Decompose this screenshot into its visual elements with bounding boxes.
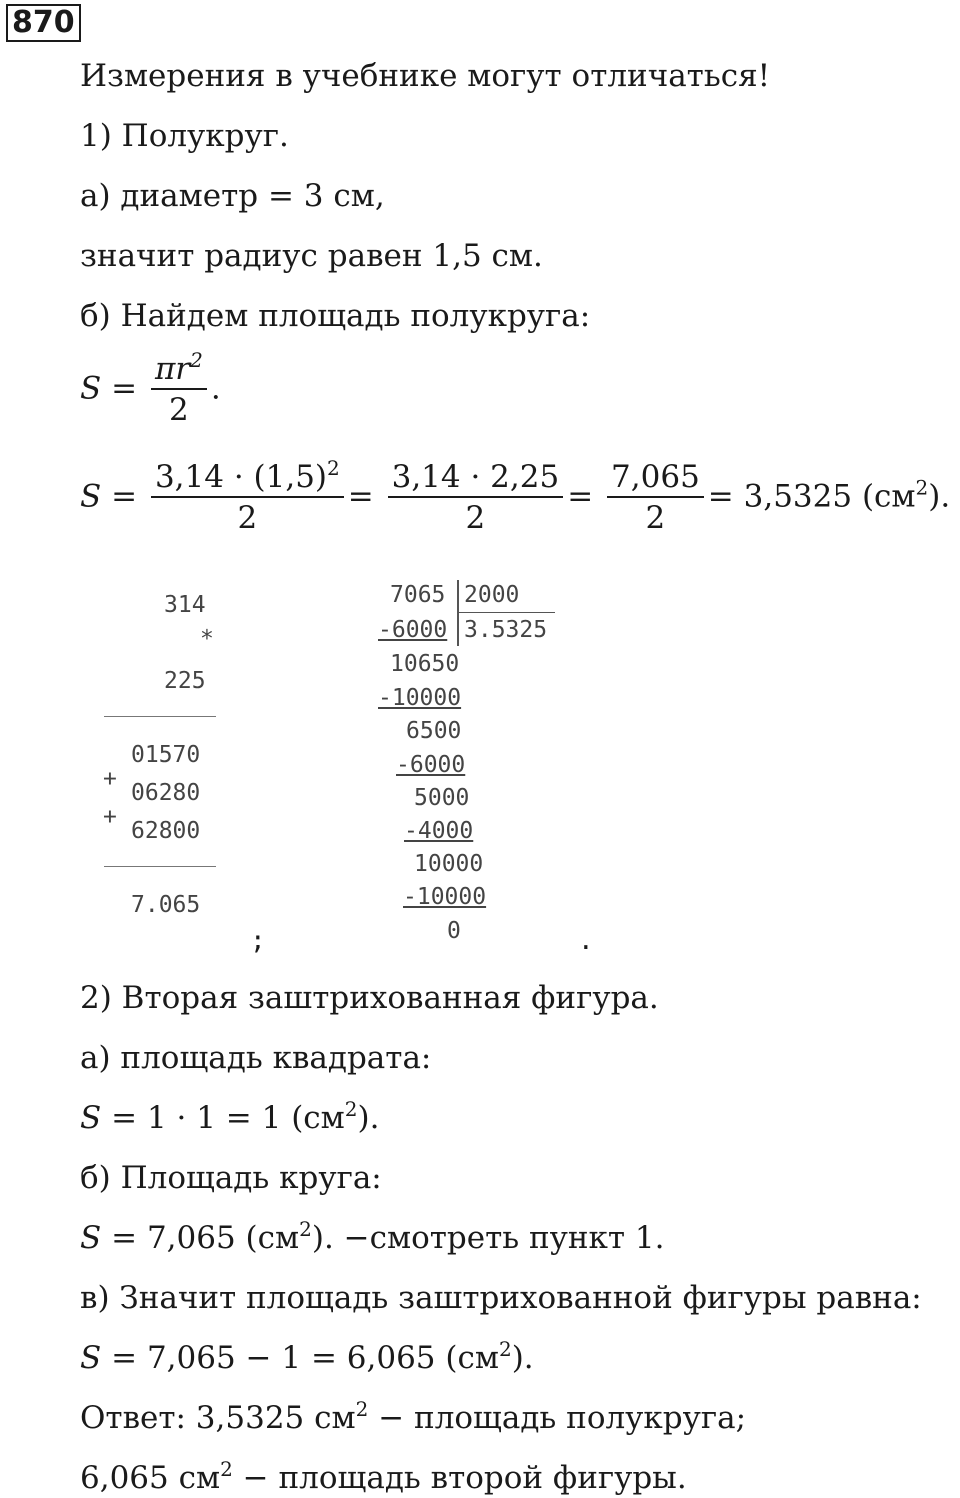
- formula-end: .: [210, 370, 221, 407]
- mult-partial-3: 62800: [131, 818, 201, 844]
- exponent: 2: [220, 1457, 233, 1481]
- fraction-1-denominator: 2: [237, 500, 258, 536]
- div-dot: .: [578, 926, 594, 956]
- formula-text: = 7,065 (см: [111, 1220, 300, 1256]
- exponent: 2: [327, 456, 340, 480]
- mult-plus-2: +: [103, 804, 117, 830]
- fraction-numerator: πr: [154, 351, 191, 387]
- formula-end: ).: [928, 478, 951, 515]
- part1-b: б) Найдем площадь полукруга:: [80, 298, 591, 334]
- exponent: 2: [498, 1337, 512, 1361]
- mult-partial-1: 01570: [131, 742, 201, 768]
- answer-line-1: [80, 1398, 746, 1438]
- formula-semicircle-area: [80, 350, 221, 430]
- formula-result: = 3,5325 (см: [707, 478, 916, 515]
- part1-a-radius: значит радиус равен 1,5 см.: [80, 238, 543, 274]
- part2-title: 2) Вторая заштрихованная фигура.: [80, 980, 659, 1016]
- fraction-3-denominator: 2: [645, 500, 666, 536]
- fraction-2-numerator: 3,14 · 2,25: [388, 458, 564, 498]
- mult-a: 314: [164, 592, 206, 618]
- fraction-2-denominator: 2: [465, 500, 486, 536]
- formula-semicircle-calc: S = $\frac{3,14 \cdot (1,5)^2}{2}$ = $\frac{3,14 \cdot 2,25}{2}$ = $\frac{7,065}{2}$ = 3,5325 $(см^2)$.: [80, 456, 951, 536]
- mult-semicolon: ;: [250, 926, 266, 956]
- fraction-3-numerator: 7,065: [607, 458, 704, 498]
- div-step: 10650: [390, 651, 460, 677]
- formula-end: ).: [357, 1100, 380, 1136]
- fraction: [151, 350, 207, 430]
- div-step: 5000: [414, 785, 470, 811]
- fraction-3: [607, 458, 704, 538]
- div-step: -6000: [396, 752, 466, 778]
- fraction-2: [388, 458, 564, 538]
- answer-text: Ответ: 3,5325 см: [80, 1400, 356, 1436]
- div-divisor: 2000: [464, 582, 520, 608]
- answer-line-2: [80, 1458, 687, 1498]
- exponent: 2: [355, 1397, 369, 1421]
- div-step: -6000: [378, 617, 448, 643]
- formula-eq: =: [101, 370, 147, 407]
- div-step: -10000: [403, 884, 487, 910]
- mult-result: 7.065: [131, 892, 201, 918]
- div-dividend: 7065: [390, 582, 446, 608]
- formula-text: = 1 · 1 = 1 (см: [111, 1100, 345, 1136]
- answer-tail: − площадь полукруга;: [368, 1400, 747, 1436]
- answer-tail: − площадь второй фигуры.: [232, 1460, 687, 1496]
- mult-rule-2: [104, 866, 216, 867]
- exponent: 2: [190, 348, 203, 372]
- div-step: -4000: [404, 818, 474, 844]
- part1-title: 1) Полукруг.: [80, 118, 289, 154]
- mult-b: 225: [164, 668, 206, 694]
- div-step: 10000: [414, 851, 484, 877]
- formula-end: ).: [511, 1340, 534, 1376]
- formula-end: ). −смотреть пункт 1.: [311, 1220, 665, 1256]
- mult-partial-2: 06280: [131, 780, 201, 806]
- div-divisor-rule: [459, 612, 555, 613]
- fraction-1-numerator: 3,14 · (1,5): [154, 459, 328, 495]
- part2-v: в) Значит площадь заштрихованной фигуры равна:: [80, 1280, 922, 1316]
- part1-a: а) диаметр = 3 см,: [80, 178, 385, 214]
- note-line: Измерения в учебнике могут отличаться!: [80, 58, 771, 94]
- formula-lhs: S: [80, 370, 102, 407]
- exponent: 2: [344, 1097, 358, 1121]
- formula-text: = 7,065 − 1 = 6,065 (см: [111, 1340, 499, 1376]
- fraction-1: [151, 458, 344, 538]
- formula-lhs: S: [80, 478, 102, 515]
- exponent: 2: [915, 475, 929, 500]
- task-number: 870: [6, 4, 81, 42]
- fraction-denominator: 2: [169, 392, 189, 428]
- formula-circle-area: S = 7,065 $(см^2)$. −смотреть пункт 1.: [80, 1217, 665, 1256]
- div-quotient: 3.5325: [464, 617, 548, 643]
- mult-plus-1: +: [103, 766, 117, 792]
- div-step: 0: [447, 918, 461, 944]
- formula-square-area: S = 1 · 1 = 1 $(см^2)$.: [80, 1097, 380, 1136]
- div-step: 6500: [406, 718, 462, 744]
- div-vertical-rule: [457, 580, 459, 646]
- mult-rule-1: [104, 716, 216, 717]
- exponent: 2: [299, 1217, 312, 1241]
- answer-text: 6,065 см: [80, 1460, 221, 1496]
- part2-b: б) Площадь круга:: [80, 1160, 382, 1196]
- mult-op: *: [200, 626, 214, 652]
- div-step: -10000: [378, 685, 462, 711]
- part2-a: а) площадь квадрата:: [80, 1040, 432, 1076]
- formula-shaded-area: S = 7,065 − 1 = 6,065 $(см^2)$.: [80, 1337, 534, 1376]
